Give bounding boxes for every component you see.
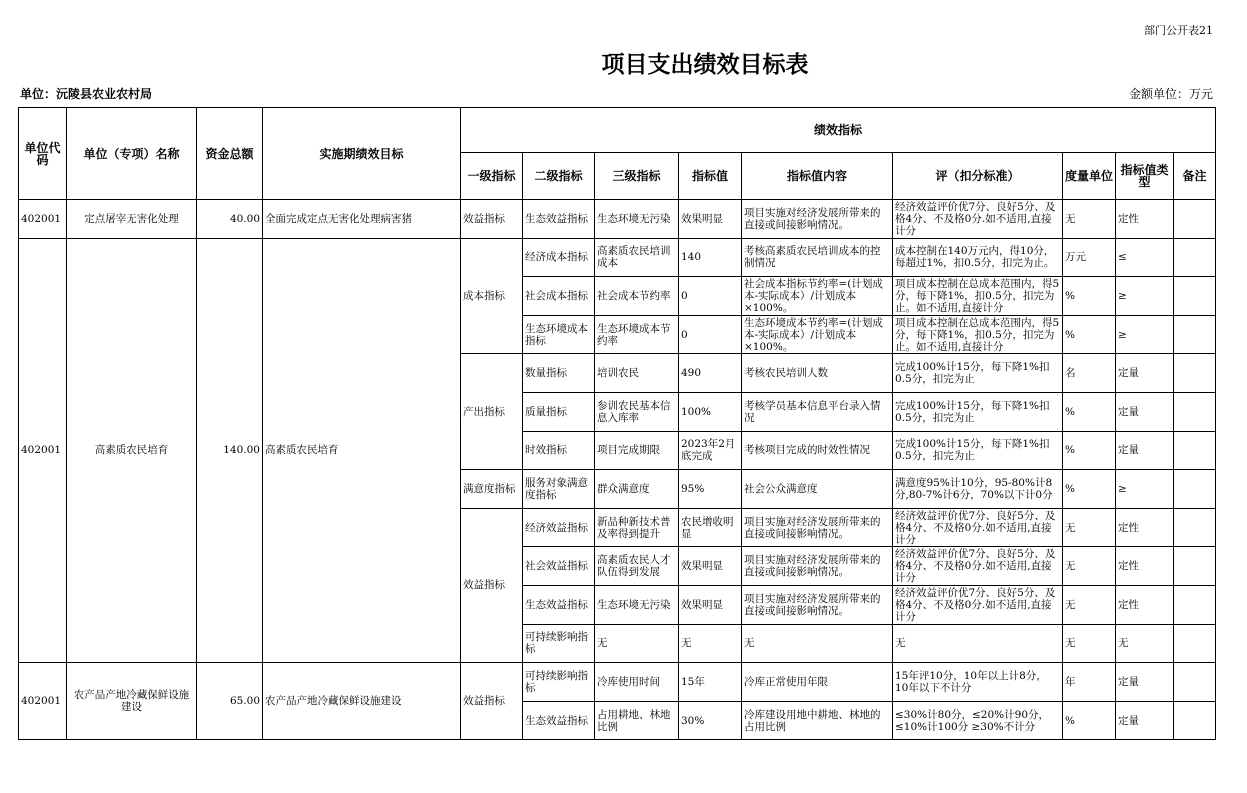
indicator-value-text: 2023年2月底完成 [681,438,736,463]
performance-goal [263,663,461,740]
scoring-standard-text: 15年评10分，10年以上计8分，10年以下不计分 [895,669,1047,694]
level3-indicator [595,200,679,239]
indicator-type-text: ≥ [1118,482,1127,495]
indicator-content-text: 无 [744,637,755,650]
header-code: 单位代码 [19,108,67,200]
level3-indicator-text: 项目完成期限 [597,444,660,457]
level2-indicator [523,663,595,702]
remark [1174,470,1216,509]
level1-indicator [461,354,523,470]
scoring-standard [893,354,1063,393]
level1-indicator [461,470,523,509]
indicator-value [679,585,742,624]
unit-code-text: 402001 [21,212,62,225]
performance-goal [263,200,461,239]
level3-indicator [595,701,679,740]
scoring-standard [893,663,1063,702]
remark [1174,200,1216,239]
remark [1174,663,1216,702]
measure-unit [1063,508,1116,547]
level3-indicator-text: 占用耕地、林地比例 [597,708,671,733]
scoring-standard-text: 项目成本控制在总成本范围内，得5分，每下降1%，扣0.5分，扣完为止。如不适用,直接计分 [895,316,1060,353]
level3-indicator-text: 生态环境无污染 [597,598,671,611]
level3-indicator-text: 参训农民基本信息入库率 [597,399,671,424]
remark [1174,354,1216,393]
measure-unit-text: 无 [1065,212,1076,225]
indicator-content [742,315,893,354]
project-name-text: 高素质农民培育 [94,444,169,457]
indicator-type [1116,547,1174,586]
level2-indicator [523,624,595,663]
scoring-standard [893,701,1063,740]
scoring-standard [893,470,1063,509]
scoring-standard [893,624,1063,663]
level1-indicator [461,238,523,354]
indicator-type-text: 定量 [1118,444,1139,457]
performance-table [18,107,1216,740]
remark [1174,547,1216,586]
measure-unit [1063,585,1116,624]
project-name [67,200,197,239]
remark [1174,238,1216,277]
indicator-content-text: 项目实施对经济发展所带来的直接或间接影响情况。 [744,515,881,540]
project-name [67,663,197,740]
header-value: 指标值 [679,153,742,200]
indicator-content-text: 社会公众满意度 [744,482,818,495]
level2-indicator-text: 生态环境成本指标 [525,322,588,347]
indicator-type [1116,392,1174,431]
level2-indicator [523,277,595,316]
indicator-content-text: 考核高素质农民培训成本的控制情况 [744,245,881,270]
indicator-type [1116,315,1174,354]
header-level2: 二级指标 [523,153,595,200]
measure-unit [1063,392,1116,431]
level2-indicator-text: 生态效益指标 [525,212,588,225]
indicator-type-text: 定性 [1118,598,1139,611]
header-perf: 绩效指标 [461,108,1216,153]
scoring-standard-text: 经济效益评价优7分、良好5分、及格4分、不及格0分.如不适用,直接计分 [895,509,1056,546]
indicator-value-text: 效果明显 [681,560,723,573]
performance-goal-text: 农产品产地冷藏保鲜设施建设 [265,695,402,708]
scoring-standard [893,585,1063,624]
header-unit: 度量单位 [1063,153,1116,200]
money-unit-label: 金额单位：万元 [1128,87,1213,101]
table-number: 部门公开表21 [1144,24,1213,37]
level1-indicator-text: 效益指标 [463,579,505,592]
level3-indicator [595,470,679,509]
level2-indicator [523,200,595,239]
indicator-value-text: 0 [681,289,688,302]
indicator-content [742,277,893,316]
indicator-value-text: 无 [681,637,692,650]
indicator-value [679,431,742,470]
remark [1174,508,1216,547]
scoring-standard-text: 完成100%计15分，每下降1%扣0.5分，扣完为止 [895,399,1050,424]
level3-indicator [595,277,679,316]
indicator-value-text: 0 [681,328,688,341]
measure-unit-text: % [1065,444,1075,457]
level3-indicator-text: 冷库使用时间 [597,675,660,688]
level2-indicator [523,508,595,547]
level1-indicator-text: 成本指标 [463,289,505,302]
indicator-value-text: 效果明显 [681,212,723,225]
measure-unit [1063,663,1116,702]
measure-unit-text: 无 [1065,598,1076,611]
indicator-content-text: 项目实施对经济发展所带来的直接或间接影响情况。 [744,592,881,617]
scoring-standard [893,431,1063,470]
scoring-standard-text: 完成100%计15分，每下降1%扣0.5分，扣完为止 [895,361,1050,386]
level3-indicator-text: 高素质农民培训成本 [597,245,671,270]
fund-amount [197,238,263,663]
level2-indicator [523,470,595,509]
fund-amount [197,663,263,740]
level3-indicator-text: 社会成本节约率 [597,289,671,302]
scoring-standard [893,277,1063,316]
level2-indicator [523,701,595,740]
measure-unit [1063,315,1116,354]
level2-indicator-text: 数量指标 [525,367,567,380]
indicator-content-text: 冷库正常使用年限 [744,675,828,688]
level1-indicator-text: 效益指标 [463,695,505,708]
indicator-value [679,701,742,740]
fund-amount-text: 140.00 [223,444,260,457]
header-level3: 三级指标 [595,153,679,200]
indicator-content [742,663,893,702]
indicator-value-text: 效果明显 [681,598,723,611]
header-level1: 一级指标 [461,153,523,200]
measure-unit-text: % [1065,714,1075,727]
indicator-content-text: 生态环境成本节约率=(计划成本-实际成本）/计划成本×100%。 [744,316,883,353]
level2-indicator-text: 时效指标 [525,444,567,457]
indicator-value-text: 15年 [681,675,705,688]
header-goal: 实施期绩效目标 [263,108,461,200]
remark [1174,315,1216,354]
indicator-value [679,547,742,586]
level3-indicator-text: 生态环境无污染 [597,212,671,225]
indicator-content-text: 考核学员基本信息平台录入情况 [744,399,881,424]
indicator-content-text: 考核农民培训人数 [744,367,828,380]
indicator-type [1116,238,1174,277]
indicator-type [1116,431,1174,470]
level3-indicator [595,315,679,354]
indicator-type-text: 定量 [1118,405,1139,418]
indicator-value [679,508,742,547]
scoring-standard [893,200,1063,239]
unit-code-text: 402001 [21,444,62,457]
indicator-type-text: 无 [1118,637,1129,650]
indicator-type [1116,701,1174,740]
measure-unit [1063,200,1116,239]
level1-indicator-text: 效益指标 [463,212,505,225]
indicator-value [679,470,742,509]
indicator-type [1116,200,1174,239]
measure-unit-text: 万元 [1065,251,1086,264]
level2-indicator [523,354,595,393]
level3-indicator [595,624,679,663]
level3-indicator-text: 生态环境成本节约率 [597,322,671,347]
measure-unit [1063,547,1116,586]
indicator-content [742,354,893,393]
indicator-type [1116,277,1174,316]
unit-code-text: 402001 [21,695,62,708]
level2-indicator [523,392,595,431]
project-name [67,238,197,663]
level3-indicator-text: 新品种新技术普及率得到提升 [597,515,671,540]
level1-indicator [461,200,523,239]
measure-unit [1063,470,1116,509]
indicator-type-text: 定性 [1118,521,1139,534]
measure-unit [1063,431,1116,470]
level2-indicator [523,315,595,354]
level3-indicator-text: 群众满意度 [597,482,650,495]
scoring-standard-text: 项目成本控制在总成本范围内，得5分，每下降1%，扣0.5分，扣完为止。如不适用,直接计分 [895,277,1060,314]
project-name-text: 定点屠宰无害化处理 [84,212,179,225]
performance-goal-text: 高素质农民培育 [265,444,339,457]
indicator-content [742,431,893,470]
measure-unit-text: 名 [1065,367,1076,380]
level1-indicator [461,508,523,662]
indicator-value [679,354,742,393]
header-name: 单位（专项）名称 [67,108,197,200]
level3-indicator [595,392,679,431]
indicator-type [1116,470,1174,509]
indicator-value [679,315,742,354]
scoring-standard-text: 满意度95%计10分，95-80%计8分,80-7%计6分，70%以下计0分 [895,476,1053,501]
performance-goal-text: 全面完成定点无害化处理病害猪 [265,212,412,225]
measure-unit [1063,354,1116,393]
level2-indicator-text: 经济效益指标 [525,521,588,534]
measure-unit-text: 无 [1065,521,1076,534]
level2-indicator-text: 可持续影响指标 [525,631,588,656]
level3-indicator [595,547,679,586]
scoring-standard-text: 完成100%计15分，每下降1%扣0.5分，扣完为止 [895,438,1050,463]
measure-unit-text: % [1065,405,1075,418]
level1-indicator [461,663,523,740]
indicator-type [1116,663,1174,702]
indicator-content [742,470,893,509]
unit-code [19,663,67,740]
header-amount: 资金总额 [197,108,263,200]
level1-indicator-text: 满意度指标 [463,482,516,495]
level3-indicator [595,238,679,277]
indicator-content [742,200,893,239]
indicator-content-text: 冷库建设用地中耕地、林地的占用比例 [744,708,881,733]
scoring-standard-text: 无 [895,637,906,650]
unit-code [19,238,67,663]
level2-indicator-text: 质量指标 [525,405,567,418]
level2-indicator [523,238,595,277]
table-row [19,200,1216,239]
indicator-content-text: 考核项目完成的时效性情况 [744,444,870,457]
indicator-type-text: ≥ [1118,328,1127,341]
indicator-value-text: 农民增收明显 [681,515,734,540]
indicator-content [742,238,893,277]
indicator-content-text: 社会成本指标节约率=(计划成本-实际成本）/计划成本×100%。 [744,277,883,314]
indicator-type-text: ≥ [1118,289,1127,302]
header-standard: 评（扣分标准） [893,153,1063,200]
indicator-content [742,585,893,624]
indicator-value-text: 490 [681,367,702,380]
indicator-content [742,547,893,586]
level1-indicator-text: 产出指标 [463,405,505,418]
scoring-standard-text: 成本控制在140万元内，得10分，每超过1%，扣0.5分，扣完为止。 [895,245,1055,270]
measure-unit-text: % [1065,482,1075,495]
level2-indicator-text: 可持续影响指标 [525,669,588,694]
indicator-value-text: 95% [681,482,705,495]
scoring-standard-text: ≤30%计80分，≤20%计90分，≤10%计100分 ≥30%不计分 [895,708,1049,733]
table-row [19,238,1216,277]
indicator-value-text: 140 [681,251,702,264]
indicator-content [742,701,893,740]
measure-unit [1063,624,1116,663]
measure-unit [1063,701,1116,740]
measure-unit [1063,238,1116,277]
project-name-text: 农产品产地冷藏保鲜设施建设 [73,689,190,714]
level3-indicator-text: 无 [597,637,608,650]
indicator-type-text: 定性 [1118,212,1139,225]
level3-indicator-text: 培训农民 [597,367,639,380]
level3-indicator [595,431,679,470]
indicator-value [679,624,742,663]
page-title: 项目支出绩效目标表 [601,52,809,78]
level2-indicator-text: 经济成本指标 [525,251,588,264]
level2-indicator [523,431,595,470]
indicator-value [679,392,742,431]
remark [1174,277,1216,316]
indicator-value [679,663,742,702]
indicator-content-text: 项目实施对经济发展所带来的直接或间接影响情况。 [744,554,881,579]
indicator-value-text: 100% [681,405,712,418]
indicator-type [1116,585,1174,624]
indicator-type [1116,508,1174,547]
indicator-value [679,200,742,239]
level3-indicator [595,508,679,547]
remark [1174,701,1216,740]
unit-label: 单位：沅陵县农业农村局 [20,87,153,101]
header-type: 指标值类型 [1116,153,1174,200]
scoring-standard [893,392,1063,431]
fund-amount-text: 40.00 [229,212,260,225]
measure-unit-text: 无 [1065,637,1076,650]
level2-indicator-text: 社会成本指标 [525,289,588,302]
measure-unit-text: 年 [1065,675,1076,688]
table-row [19,663,1216,702]
scoring-standard-text: 经济效益评价优7分、良好5分、及格4分、不及格0分.如不适用,直接计分 [895,200,1056,237]
remark [1174,431,1216,470]
scoring-standard-text: 经济效益评价优7分、良好5分、及格4分、不及格0分.如不适用,直接计分 [895,548,1056,585]
scoring-standard [893,238,1063,277]
level3-indicator [595,663,679,702]
indicator-value-text: 30% [681,714,705,727]
fund-amount-text: 65.00 [229,695,260,708]
indicator-type-text: 定量 [1118,367,1139,380]
header-content: 指标值内容 [742,153,893,200]
level3-indicator-text: 高素质农民人才队伍得到发展 [597,554,671,579]
indicator-type-text: 定量 [1118,714,1139,727]
remark [1174,392,1216,431]
header-note: 备注 [1174,153,1216,200]
indicator-content [742,508,893,547]
indicator-content-text: 项目实施对经济发展所带来的直接或间接影响情况。 [744,206,881,231]
fund-amount [197,200,263,239]
measure-unit-text: 无 [1065,560,1076,573]
indicator-type-text: 定性 [1118,560,1139,573]
scoring-standard [893,508,1063,547]
scoring-standard [893,315,1063,354]
remark [1174,624,1216,663]
level3-indicator [595,585,679,624]
measure-unit-text: % [1065,289,1075,302]
level3-indicator [595,354,679,393]
indicator-type [1116,624,1174,663]
level2-indicator [523,585,595,624]
scoring-standard [893,547,1063,586]
indicator-value [679,277,742,316]
scoring-standard-text: 经济效益评价优7分、良好5分、及格4分、不及格0分.如不适用,直接计分 [895,586,1056,623]
performance-goal [263,238,461,663]
indicator-content [742,624,893,663]
indicator-type [1116,354,1174,393]
measure-unit [1063,277,1116,316]
level2-indicator-text: 生态效益指标 [525,598,588,611]
unit-code [19,200,67,239]
measure-unit-text: % [1065,328,1075,341]
remark [1174,585,1216,624]
indicator-value [679,238,742,277]
level2-indicator-text: 生态效益指标 [525,714,588,727]
level2-indicator [523,547,595,586]
level2-indicator-text: 社会效益指标 [525,560,588,573]
indicator-type-text: ≤ [1118,251,1127,264]
level2-indicator-text: 服务对象满意度指标 [525,476,588,501]
indicator-content [742,392,893,431]
indicator-type-text: 定量 [1118,675,1139,688]
